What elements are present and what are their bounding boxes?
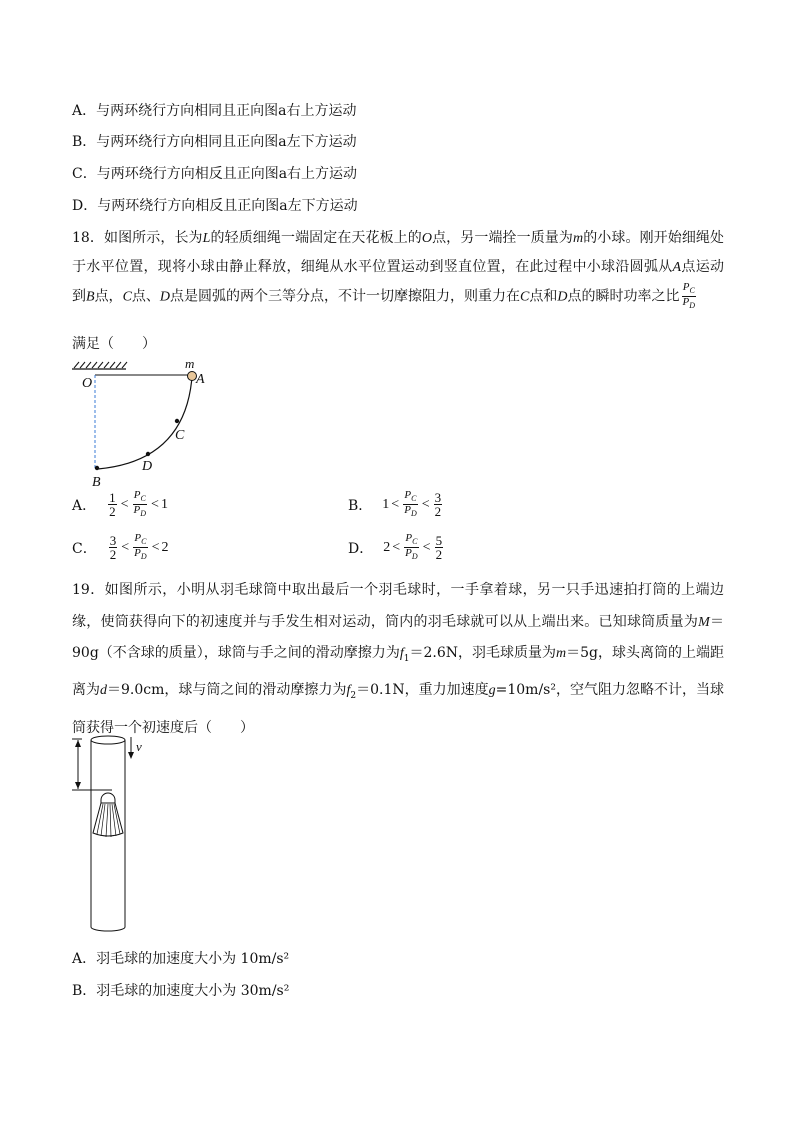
- q19-figure: [66, 733, 156, 938]
- q18-option-c: C． $\frac{3}{2}$ < $\frac{P_C}{P_D}$ < 2: [72, 532, 169, 563]
- q18-option-a: A． $\frac{1}{2}$ < $\frac{P_C}{P_D}$ < 1: [72, 489, 168, 520]
- label-b: B: [92, 475, 101, 488]
- q18-stem: 18．如图所示，长为L的轻质细绳一端固定在天花板上的O点，另一端拴一质量为m的小球。刚开始细绳处于水平位置，现将小球由静止释放，细绳从水平位置运动到竖直位置，在此过程中小球沿圆弧从A点运动到B点，C点、D点是圆弧的两个三等分点，不计一切摩擦阻力，则重力在C点和D点的瞬时功率之比 $\frac{P_C}{P_D}$: [72, 230, 725, 311]
- q18-stem-end: 满足（ ）: [72, 336, 156, 352]
- point-b: [95, 466, 99, 470]
- point-d: [146, 452, 150, 456]
- tube-bottom: [91, 927, 125, 931]
- label-d: D: [142, 459, 153, 474]
- point-c: [175, 419, 179, 423]
- q18-number: 18．: [72, 230, 104, 246]
- q18-figure: [70, 356, 220, 488]
- label-o: O: [82, 376, 93, 391]
- q17-option-c: C．与两环绕行方向相反且正向图a右上方运动: [72, 166, 358, 182]
- q19-option-a: A．羽毛球的加速度大小为 10m/s²: [72, 951, 290, 967]
- q18-option-d: D． 2 < $\frac{P_C}{P_D}$ < $\frac{5}{2}$: [348, 532, 443, 563]
- velocity-arrow-head: [128, 752, 134, 759]
- q19-option-b: B．羽毛球的加速度大小为 30m/s²: [72, 983, 290, 999]
- tube-top: [91, 736, 125, 744]
- label-c: C: [175, 428, 185, 443]
- label-v: v: [136, 739, 142, 754]
- q18-power-ratio: $\frac{P_C}{P_D}$: [682, 281, 696, 311]
- q19-stem: 19．如图所示，小明从羽毛球筒中取出最后一个羽毛球时，一手拿着球，另一只手迅速拍打筒的上端边缘，使筒获得向下的初速度并与手发生相对运动，筒内的羽毛球就可以从上端出来。已知球筒质量为M＝90g（不含球的质量），球筒与手之间的滑动摩擦力为$f_1=2.6N$，羽毛球质量为m＝5g，球头离筒的上端距离为d＝9.0cm，球与筒之间的滑动摩擦力为$f_2=0.1N$，重力加速度g=10m/s²，空气阻力忽略不计，当球筒获得一个初速度后（ ）: [72, 582, 725, 736]
- q19-number: 19．: [72, 582, 105, 598]
- q17-option-a: A．与两环绕行方向相同且正向图a右上方运动: [72, 103, 357, 119]
- label-m: m: [185, 356, 195, 371]
- d-arrow-up: [75, 740, 81, 747]
- q17-option-b: B．与两环绕行方向相同且正向图a左下方运动: [72, 134, 357, 150]
- q17-option-d: D．与两环绕行方向相反且正向图a左下方运动: [72, 198, 358, 214]
- q18-option-b: B． 1 < $\frac{P_C}{P_D}$ < $\frac{3}{2}$: [348, 489, 442, 520]
- ceiling-hatch: [74, 362, 127, 368]
- shuttlecock-head: [101, 793, 115, 803]
- label-a: A: [196, 372, 205, 387]
- d-arrow-down: [75, 782, 81, 789]
